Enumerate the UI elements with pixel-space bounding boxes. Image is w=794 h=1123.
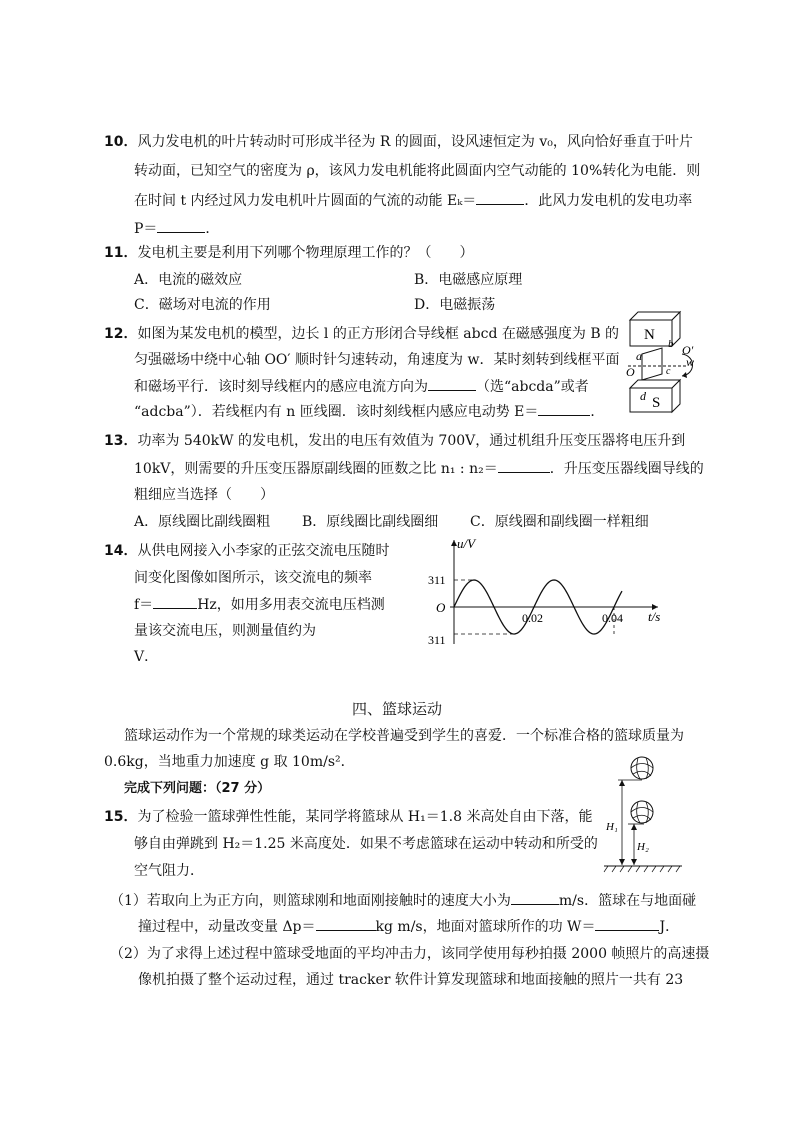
label-c: c <box>666 366 671 377</box>
answer-blank[interactable] <box>538 401 590 416</box>
ac-voltage-chart <box>418 532 668 652</box>
ground-hatching <box>604 866 680 872</box>
q15-line-1: 15．为了检验一篮球弹性性能，某同学将篮球从 H₁＝1.8 米高处自由下落，能 <box>104 809 593 825</box>
label-a: a <box>636 349 642 363</box>
section-intro-1: 篮球运动作为一个常规的球类运动在学校普遍受到学生的喜爱．一个标准合格的篮球质量为 <box>124 728 684 744</box>
h1-label: H₁ <box>606 821 618 833</box>
q12-line-1: 12．如图为某发电机的模型，边长 l 的正方形闭合导线框 abcd 在磁感强度为 B 的 <box>104 326 620 342</box>
answer-blank[interactable] <box>476 190 524 205</box>
q13-line-2: 10kV，则需要的升压变压器原副线圈的匝数之比 n₁ : n₂＝ ．升压变压器线圈导线的 <box>134 458 704 479</box>
label-o: O <box>626 365 635 379</box>
q12-number: 12． <box>104 326 138 342</box>
answer-blank[interactable] <box>157 218 205 233</box>
answer-blank[interactable] <box>511 890 559 905</box>
q14-line-3: f＝ Hz，如用多用表交流电压档测 <box>134 594 385 615</box>
q15-line-3: 空气阻力． <box>134 863 204 879</box>
q10-number: 10． <box>104 134 138 150</box>
section-intro-2: 0.6kg，当地重力加速度 g 取 10m/s²． <box>104 754 355 770</box>
q10-line-1: 10．风力发电机的叶片转动时可形成半径为 R 的圆面，设风速恒定为 v₀，风向恰好垂直于叶片 <box>104 134 693 150</box>
q11-option-a[interactable]: A．电流的磁效应 <box>134 272 243 288</box>
x-axis-label: t/s <box>648 609 661 624</box>
generator-model-figure <box>624 308 708 418</box>
q12-line-2: 匀强磁场中绕中心轴 OO′ 顺时针匀速转动，角速度为 w．某时刻转到线框平面 <box>134 352 620 368</box>
q10-line-3: 在时间 t 内经过风力发电机叶片圆面的气流的动能 Eₖ＝ ．此风力发电机的发电功率 <box>134 190 692 211</box>
q15-part-2-line-1: （2）为了求得上述过程中篮球受地面的平均冲击力，该同学使用每秒拍摄 2000 帧照片的高速摄 <box>110 946 710 962</box>
q11-stem: 11．发电机主要是利用下列哪个物理原理工作的？（ ） <box>104 245 474 261</box>
q11-option-b[interactable]: B．电磁感应原理 <box>414 272 523 288</box>
q11-number: 11． <box>104 245 138 261</box>
label-b: b <box>668 338 674 350</box>
h2-label: H₂ <box>637 841 649 853</box>
q12-line-4: “adcba”）．若线框内有 n 匝线圈．该时刻线框内感应电动势 E＝ ． <box>134 401 604 422</box>
q15-number: 15． <box>104 809 138 825</box>
q12-line-3: 和磁场平行．该时刻导线框内的感应电流方向为 （选“abcda”或者 <box>134 376 589 397</box>
section-title: 四、篮球运动 <box>351 700 442 718</box>
q15-part-2-line-2: 像机拍摄了整个运动过程，通过 tracker 软件计算发现篮球和地面接触的照片一共有 23 <box>138 972 684 988</box>
answer-blank[interactable] <box>498 458 550 473</box>
q14-number: 14． <box>104 543 138 559</box>
q13-line-3: 粗细应当选择（ ） <box>134 487 274 503</box>
x-tick-0.02: 0.02 <box>522 611 543 625</box>
answer-blank[interactable] <box>428 376 476 391</box>
q14-line-2: 间变化图像如图所示，该交流电的频率 <box>134 570 372 586</box>
basketball-top-icon <box>631 757 653 779</box>
basketball-bottom-icon <box>631 801 653 823</box>
q11-option-c[interactable]: C．磁场对电流的作用 <box>134 297 271 313</box>
q13-option-a[interactable]: A．原线圈比副线圈粗 <box>134 514 271 530</box>
label-d: d <box>640 389 646 403</box>
section-task: 完成下列问题：（27 分） <box>124 781 271 796</box>
q14-line-4: 量该交流电压，则测量值约为 <box>134 623 316 639</box>
answer-blank[interactable] <box>153 594 197 609</box>
q15-line-2: 够自由弹跳到 H₂＝1.25 米高度处．如果不考虑篮球在运动中转动和所受的 <box>134 836 598 852</box>
q13-number: 13． <box>104 433 138 449</box>
x-tick-0.04: 0.04 <box>602 611 623 625</box>
q11-option-d[interactable]: D．电磁振荡 <box>414 297 496 313</box>
q15-part-1-line-1: （1）若取向上为正方向，则篮球刚和地面刚接触时的速度大小为 m/s．篮球在与地面碰 <box>110 890 696 911</box>
n-pole-label: N <box>644 327 655 343</box>
answer-blank[interactable] <box>316 916 376 931</box>
y-tick-min: 311 <box>428 633 446 647</box>
label-w: w <box>686 355 695 369</box>
q14-line-1: 14．从供电网接入小李家的正弦交流电压随时 <box>104 543 390 559</box>
q14-line-5: V． <box>134 649 159 665</box>
y-tick-max: 311 <box>428 573 446 587</box>
q13-line-1: 13．功率为 540kW 的发电机，发出的电压有效值为 700V，通过机组升压变压器将电压升到 <box>104 433 686 449</box>
q13-option-c[interactable]: C．原线圈和副线圈一样粗细 <box>470 514 649 530</box>
s-pole-label: S <box>652 395 661 411</box>
basketball-drop-figure <box>600 752 686 876</box>
q15-part-1-line-2: 撞过程中，动量改变量 Δp＝ kg m/s，地面对篮球所作的功 W＝ J． <box>138 916 679 937</box>
y-axis-label: u/V <box>457 536 476 551</box>
south-magnet <box>630 380 680 412</box>
label-o-prime: O′ <box>682 343 694 357</box>
answer-blank[interactable] <box>595 916 659 931</box>
q10-line-4: P＝ ． <box>134 218 219 239</box>
origin-label: O <box>436 600 446 615</box>
q10-line-2: 转动面，已知空气的密度为 ρ，该风力发电机能将此圆面内空气动能的 10%转化为电能．则 <box>134 163 701 179</box>
q13-option-b[interactable]: B．原线圈比副线圈细 <box>302 514 439 530</box>
